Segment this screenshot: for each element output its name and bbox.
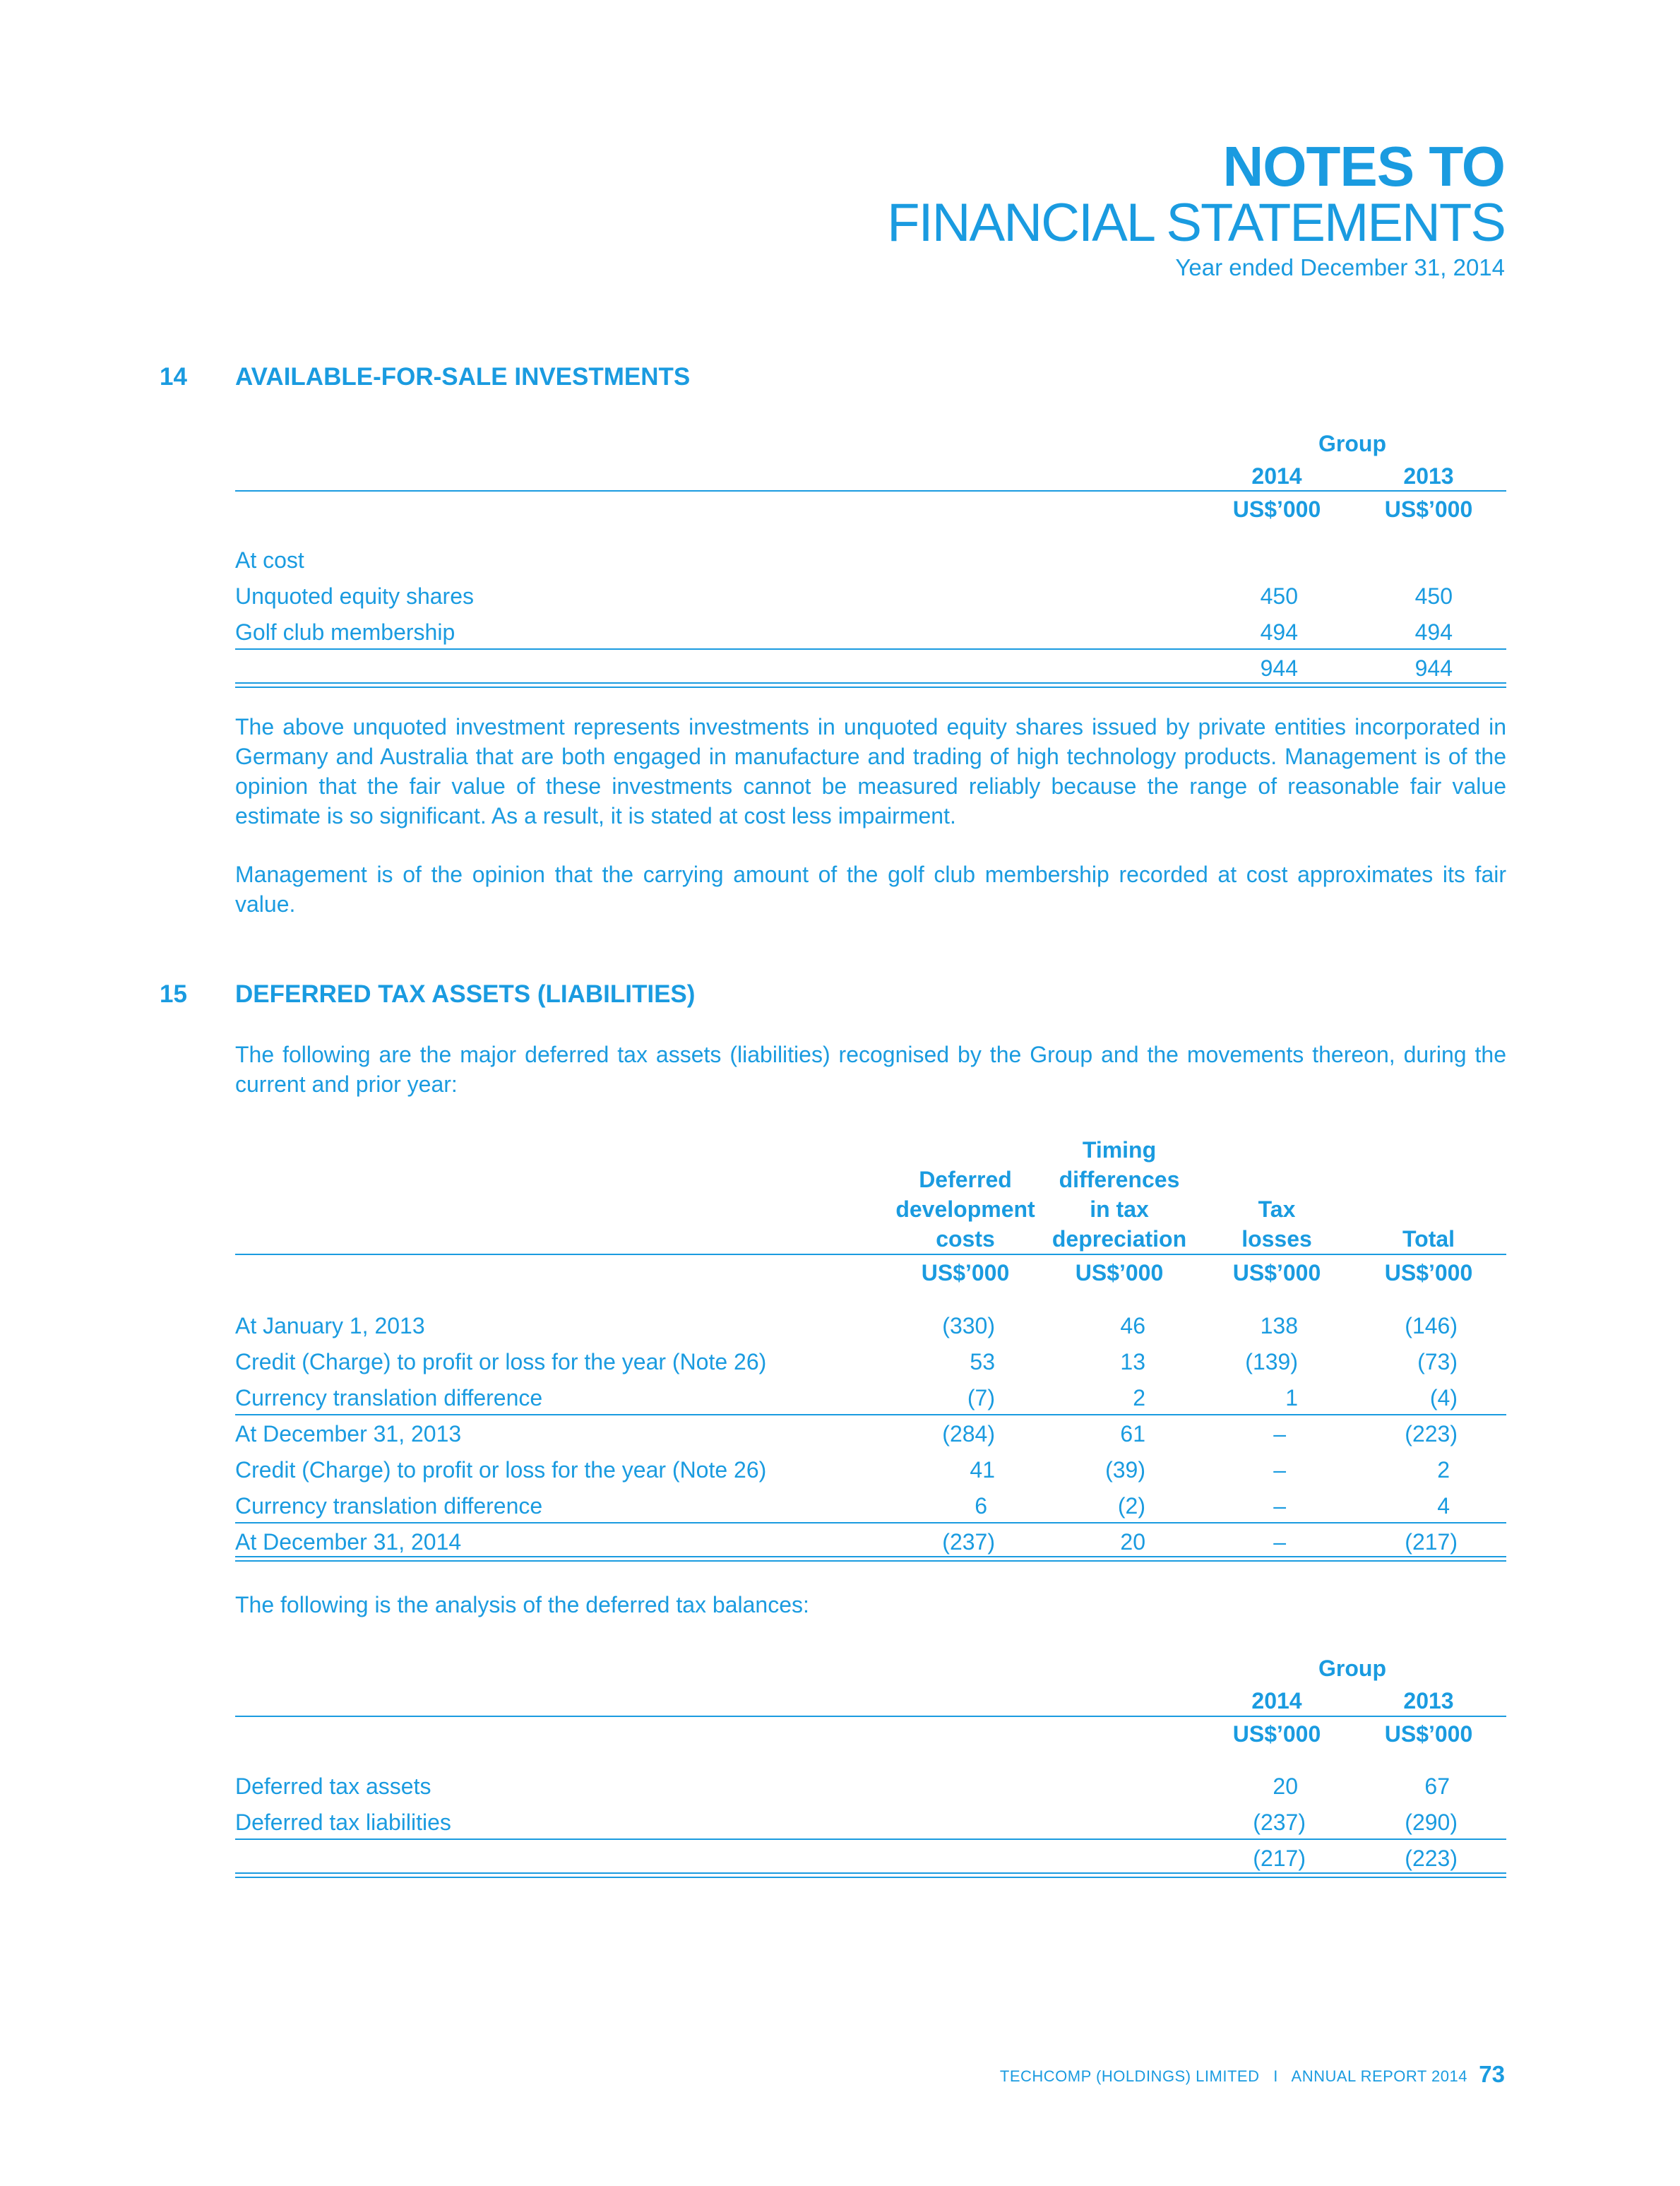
s14-row-value-2013: 450 [1414, 583, 1453, 609]
table-cell: – [1273, 1457, 1286, 1483]
s15-subtotal-rule [235, 1522, 1506, 1523]
table-row-label: At January 1, 2013 [235, 1313, 425, 1338]
table-cell: (330) [942, 1313, 995, 1338]
s15-col-header-line: losses [1241, 1226, 1312, 1252]
s15-col-header-line: Timing [1082, 1137, 1157, 1163]
s14-year-2013: 2013 [1403, 463, 1454, 489]
table-cell: 41 [970, 1457, 995, 1483]
s15-unit: US$’000 [921, 1260, 1010, 1285]
table-row-label: Credit (Charge) to profit or loss for the year (Note 26) [235, 1349, 767, 1374]
s14-row-value-2014: 450 [1260, 583, 1298, 609]
table-cell: (237) [942, 1529, 995, 1555]
section-14-title: AVAILABLE-FOR-SALE INVESTMENTS [235, 363, 691, 391]
table-cell: (7) [967, 1385, 995, 1410]
table-cell: – [1273, 1421, 1286, 1447]
s14-year-2014: 2014 [1251, 463, 1302, 489]
table-row-label: Currency translation difference [235, 1493, 543, 1519]
s14-paragraph-2: Management is of the opinion that the carrying amount of the golf club membership recorded at cost approximates its fair value. [235, 862, 1506, 917]
table-cell: (146) [1405, 1313, 1458, 1338]
s15-col-header-line: depreciation [1052, 1226, 1187, 1252]
s15-intro: The following are the major deferred tax assets (liabilities) recognised by the Group and the movements thereon, during the current and prior year: [235, 1042, 1506, 1097]
s15-col-header-line: development [895, 1196, 1035, 1222]
s14-group-label: Group [1318, 431, 1386, 456]
s15-col-header-line: Deferred [919, 1167, 1012, 1192]
s14-row-value-2013: 494 [1414, 619, 1453, 645]
table-cell: 20 [1120, 1529, 1145, 1555]
s15-year-2014: 2014 [1251, 1688, 1302, 1713]
table-cell: (2) [1117, 1493, 1145, 1519]
s14-subheading: At cost [235, 547, 304, 573]
section-15-number: 15 [160, 980, 187, 1008]
s14-row-label: Golf club membership [235, 619, 455, 645]
s15-group-label: Group [1318, 1656, 1386, 1681]
table-cell: 138 [1260, 1313, 1298, 1338]
table-cell: 20 [1273, 1774, 1298, 1799]
table-cell: (290) [1405, 1810, 1458, 1835]
s14-total-double-rule [235, 682, 1506, 688]
s15-analysis-double-rule [235, 1872, 1506, 1878]
table-cell: (217) [1405, 1529, 1458, 1555]
page-title-line2: FINANCIAL STATEMENTS [887, 193, 1505, 253]
s15-unit: US$’000 [1075, 1260, 1164, 1285]
table-row-label: At December 31, 2014 [235, 1529, 462, 1555]
table-cell: – [1273, 1529, 1286, 1555]
table-row-label: Deferred tax liabilities [235, 1810, 451, 1835]
table-row-label: At December 31, 2013 [235, 1421, 462, 1447]
s15-analysis-subtotal-rule [235, 1839, 1506, 1840]
table-cell: 2 [1437, 1457, 1450, 1483]
s15-unit: US$’000 [1232, 1260, 1321, 1285]
s15-analysis-total-2013: (223) [1405, 1846, 1458, 1871]
s14-row-label: Unquoted equity shares [235, 583, 474, 609]
s15-analysis-header-rule [235, 1716, 1506, 1717]
s14-paragraph-1: The above unquoted investment represents investments in unquoted equity shares issued by private entities incorporated in Germany and Australia that are both engaged in manufacture and trading of high technology products. Management is of the opinion that the fair value of these investments cannot be measured reliably because the range of reasonable fair value estimate is so significant. As a result, it is stated at cost less impairment. [235, 714, 1506, 828]
table-row-label: Currency translation difference [235, 1385, 543, 1410]
s15-header-rule [235, 1254, 1506, 1255]
table-cell: (39) [1105, 1457, 1145, 1483]
table-cell: 61 [1120, 1421, 1145, 1447]
s14-total-2013: 944 [1414, 655, 1453, 681]
s14-unit-2014: US$’000 [1232, 497, 1321, 522]
s15-col-header-line: Tax [1258, 1196, 1296, 1222]
table-cell: 6 [975, 1493, 987, 1519]
s14-subtotal-rule [235, 648, 1506, 650]
s15-col-header-line: Total [1402, 1226, 1455, 1252]
s15-analysis-intro: The following is the analysis of the deferred tax balances: [235, 1592, 809, 1617]
s15-col-header-line: in tax [1090, 1196, 1149, 1222]
table-cell: – [1273, 1493, 1286, 1519]
table-cell: 46 [1120, 1313, 1145, 1338]
table-cell: (237) [1253, 1810, 1306, 1835]
s15-unit: US$’000 [1384, 1260, 1473, 1285]
s15-col-header-line: costs [936, 1226, 995, 1252]
s15-total-double-rule [235, 1556, 1506, 1562]
s14-row-value-2014: 494 [1260, 619, 1298, 645]
page-number: 73 [1479, 2061, 1505, 2087]
table-cell: 13 [1120, 1349, 1145, 1374]
s15-col-header-line: differences [1059, 1167, 1180, 1192]
s15-analysis-total-2014: (217) [1253, 1846, 1306, 1871]
table-row-label: Deferred tax assets [235, 1774, 431, 1799]
table-cell: (4) [1429, 1385, 1458, 1410]
table-cell: 53 [970, 1349, 995, 1374]
table-cell: (139) [1245, 1349, 1298, 1374]
s14-unit-2013: US$’000 [1384, 497, 1473, 522]
table-cell: (284) [942, 1421, 995, 1447]
s15-subtotal-rule [235, 1414, 1506, 1415]
page-subtitle: Year ended December 31, 2014 [1175, 254, 1505, 280]
table-cell: (223) [1405, 1421, 1458, 1447]
section-14-number: 14 [160, 363, 187, 391]
footer-text: TECHCOMP (HOLDINGS) LIMITED I ANNUAL REPORT 2014 [999, 2067, 1467, 2085]
table-cell: 1 [1285, 1385, 1298, 1410]
table-cell: 67 [1424, 1774, 1450, 1799]
s15-analysis-unit-2013: US$’000 [1384, 1721, 1473, 1747]
table-row-label: Credit (Charge) to profit or loss for the year (Note 26) [235, 1457, 767, 1483]
page-title-line1: NOTES TO [1222, 135, 1505, 198]
s14-total-2014: 944 [1260, 655, 1298, 681]
section-15-title: DEFERRED TAX ASSETS (LIABILITIES) [235, 980, 696, 1008]
table-cell: 2 [1133, 1385, 1145, 1410]
s15-analysis-unit-2014: US$’000 [1232, 1721, 1321, 1747]
table-cell: 4 [1437, 1493, 1450, 1519]
table-cell: (73) [1417, 1349, 1458, 1374]
s14-header-rule [235, 490, 1506, 492]
s15-year-2013: 2013 [1403, 1688, 1454, 1713]
